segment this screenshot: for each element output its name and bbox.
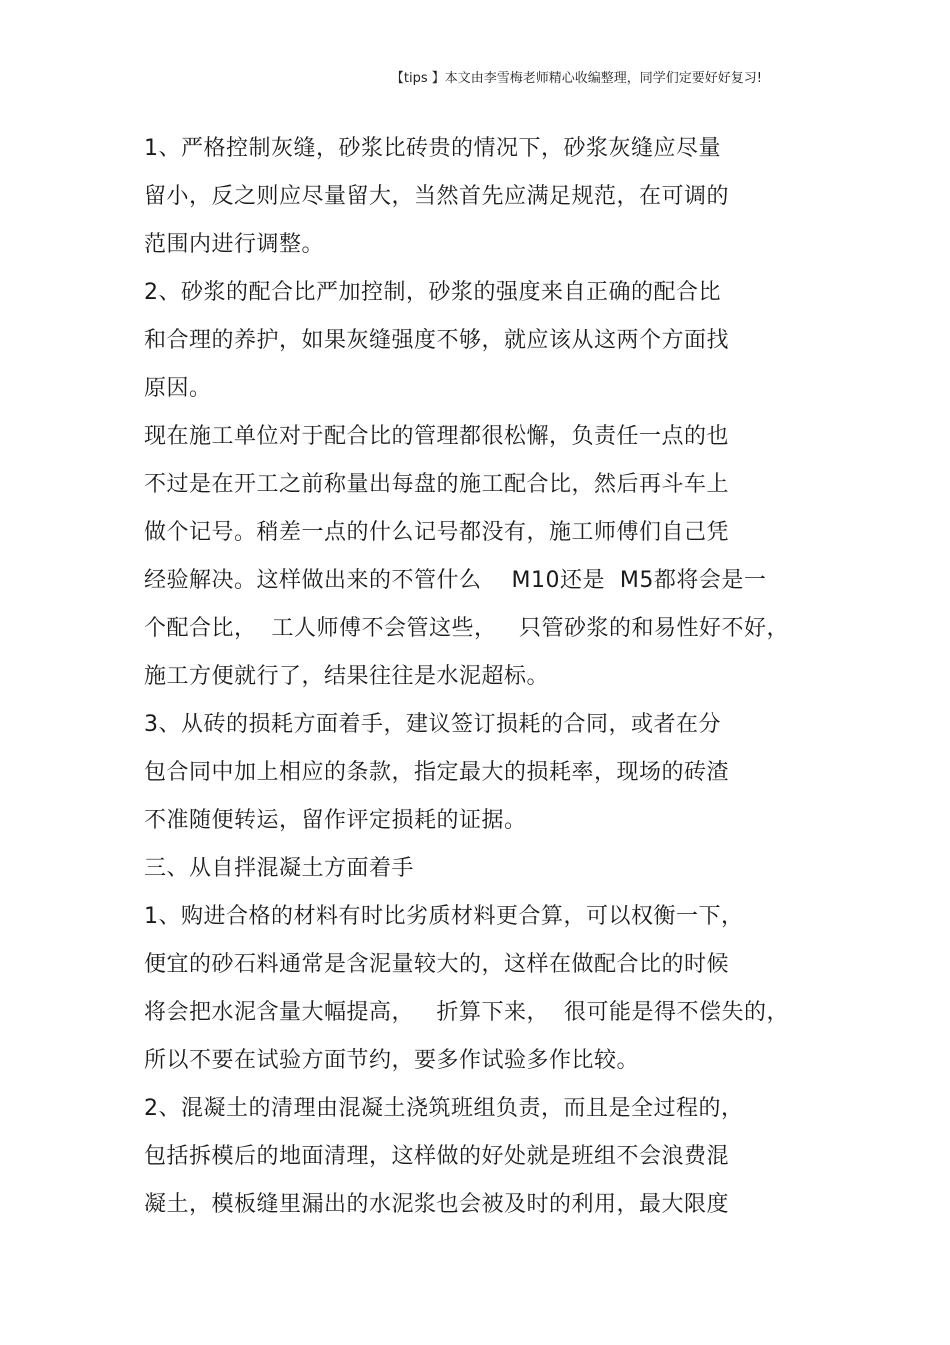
text-line: 2、混凝土的清理由混凝土浇筑班组负责，而且是全过程的， — [144, 1096, 744, 1121]
text-line: 所以不要在试验方面节约，要多作试验多作比较。 — [144, 1048, 640, 1073]
text-line: 不准随便转运，留作评定损耗的证据。 — [144, 808, 527, 833]
section-heading: 三、从自拌混凝土方面着手 — [144, 856, 415, 881]
text-line: 包合同中加上相应的条款，指定最大的损耗率，现场的砖渣 — [144, 760, 730, 785]
text-line: 范围内进行调整。 — [144, 232, 325, 257]
text-line: 2、砂浆的配合比严加控制，砂浆的强度来自正确的配合比 — [144, 280, 721, 305]
text-line: 做个记号。稍差一点的什么记号都没有，施工师傅们自己凭 — [144, 520, 730, 545]
text-line: 将会把水泥含量大幅提高， 折算下来， 很可能是得不偿失的， — [144, 1000, 789, 1025]
text-line: 个配合比， 工人师傅不会管这些， 只管砂浆的和易性好不好， — [144, 616, 789, 641]
text-line: 原因。 — [144, 376, 212, 401]
text-line: 包括拆模后的地面清理，这样做的好处就是班组不会浪费混 — [144, 1144, 730, 1169]
text-line: 不过是在开工之前称量出每盘的施工配合比，然后再斗车上 — [144, 472, 730, 497]
header-note: 【tips 】本文由李雪梅老师精心收编整理，同学们定要好好复习! — [390, 71, 762, 86]
document-body — [144, 125, 804, 1229]
text-line: 1、严格控制灰缝，砂浆比砖贵的情况下，砂浆灰缝应尽量 — [144, 136, 721, 161]
text-line: 现在施工单位对于配合比的管理都很松懈，负责任一点的也 — [144, 424, 730, 449]
text-line: 凝土，模板缝里漏出的水泥浆也会被及时的利用，最大限度 — [144, 1192, 730, 1217]
text-line: 施工方便就行了，结果往往是水泥超标。 — [144, 664, 550, 689]
text-line: 3、从砖的损耗方面着手，建议签订损耗的合同，或者在分 — [144, 712, 721, 737]
text-line: 和合理的养护，如果灰缝强度不够，就应该从这两个方面找 — [144, 328, 730, 353]
text-line: 经验解决。这样做出来的不管什么 M10还是 M5都将会是一 — [144, 568, 767, 593]
text-line: 1、购进合格的材料有时比劣质材料更合算，可以权衡一下， — [144, 904, 744, 929]
text-line: 留小，反之则应尽量留大，当然首先应满足规范，在可调的 — [144, 184, 730, 209]
text-line: 便宜的砂石料通常是含泥量较大的，这样在做配合比的时候 — [144, 952, 730, 977]
